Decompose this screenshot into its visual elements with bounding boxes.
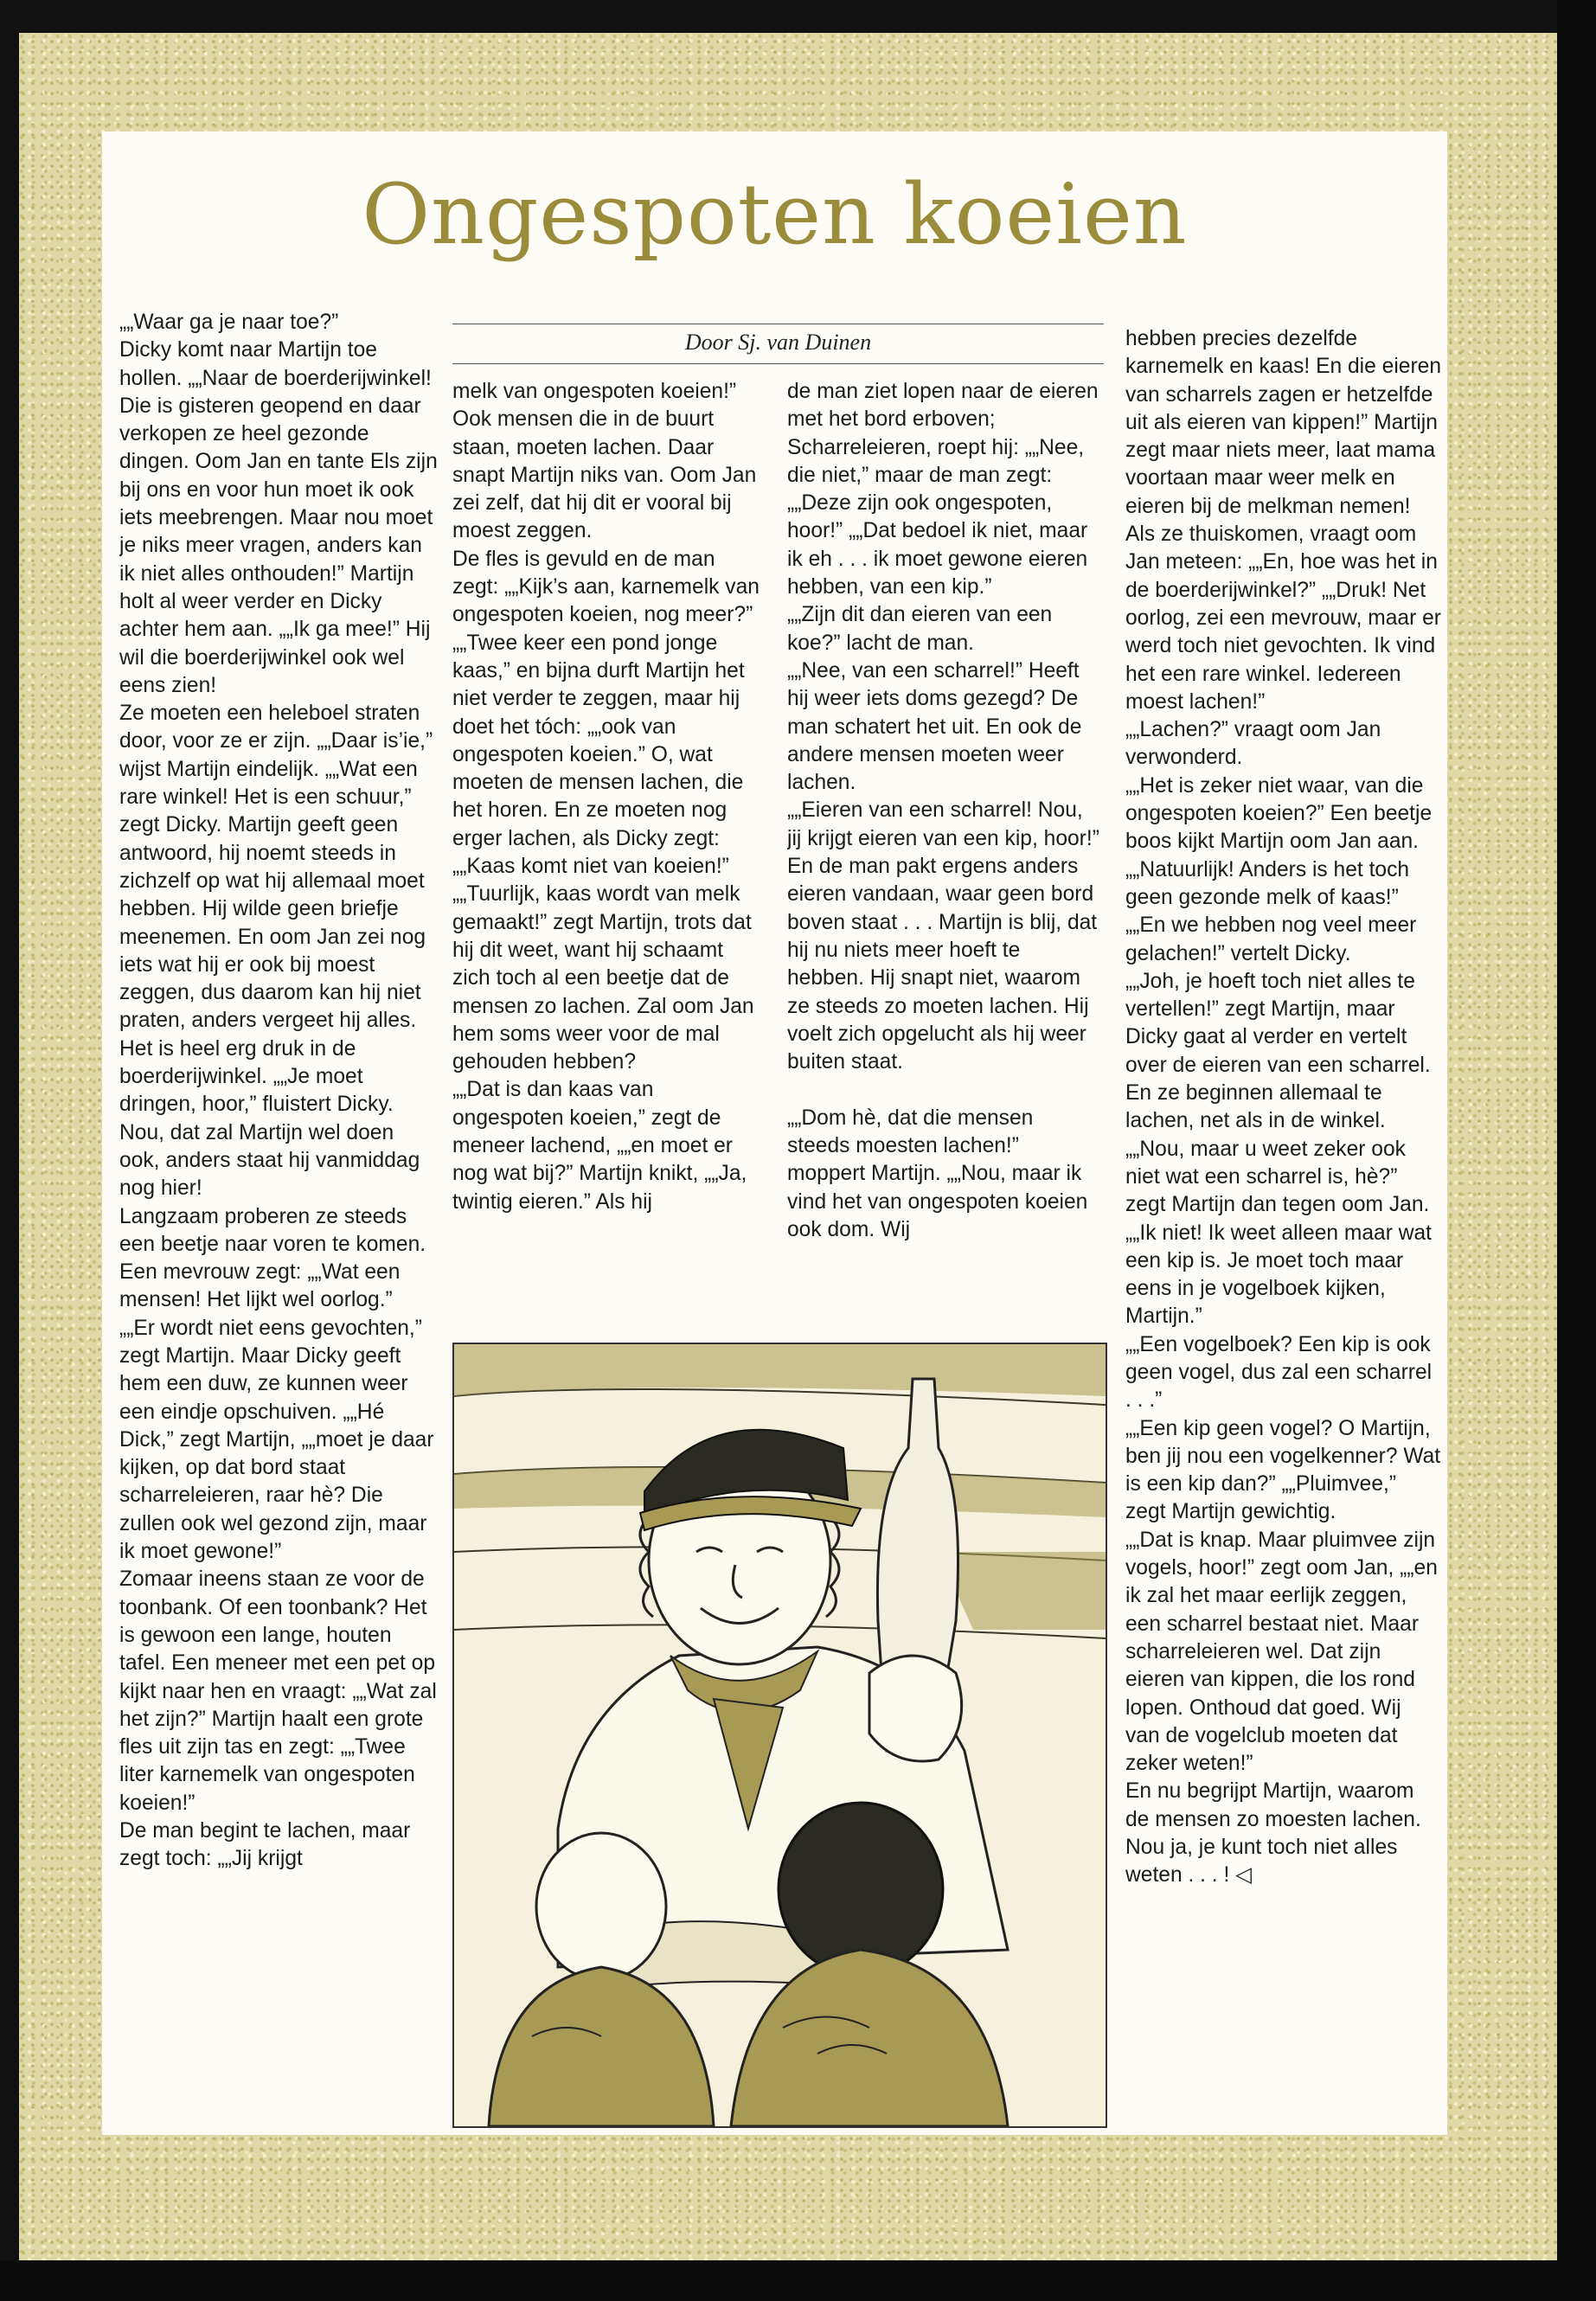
- scan-edge-right: [1557, 0, 1596, 2301]
- byline-rule: [452, 324, 1104, 364]
- text-column-1: „„Waar ga je naar toe?” Dicky komt naar Martijn toe hollen. „„Naar de boerderijwinkel! Die is gisteren geopend en daar verkopen ze heel gezonde dingen. Oom Jan en tante Els zijn bij ons en voor hun moet ik ook iets meebrengen. Maar nou moet je niks meer vragen, anders kan ik niet alles onthouden!” Martijn holt al weer verder en Dicky achter hem aan. „„Ik ga mee!” Hij wil die boerderijwinkel ook wel eens zien! Ze moeten een heleboel straten door, voor ze er zijn. „„Daar is’ie,” wijst Martijn eindelijk. „„Wat een rare winkel! Het is een schuur,” zegt Dicky. Martijn geeft geen antwoord, hij noemt steeds in zichzelf op wat hij allemaal moet hebben. Hij wilde geen briefje meenemen. En oom Jan zei nog iets wat hij er ook bij moest zeggen, dus daarom kan hij niet praten, anders vergeet hij alles. Het is heel erg druk in de boerderijwinkel. „„Je moet dringen, hoor,” fluistert Dicky. Nou, dat zal Martijn wel doen ook, anders staat hij vanmiddag nog hier! Langzaam proberen ze steeds een beetje naar voren te komen. Een mevrouw zegt: „„Wat een mensen! Het lijkt wel oorlog.” „„Er wordt niet eens gevochten,” zegt Martijn. Maar Dicky geeft hem een duw, ze kunnen weer een eindje opschuiven. „„Hé Dick,” zegt Martijn, „„moet je daar kijken, op dat bord staat scharreleieren, raar hè? Die zullen ook wel gezond zijn, maar ik moet gewone!” Zomaar ineens staan ze voor de toonbank. Of een toonbank? Het is gewoon een lange, houten tafel. Een meneer met een pet op kijkt naar hen en vraagt: „„Wat zal het zijn?” Martijn haalt een grote fles uit zijn tas en zegt: „„Twee liter karnemelk van ongespoten koeien!” De man begint te lachen, maar zegt toch: „„Jij krijgt: [119, 311, 438, 1871]
- text-column-4: hebben precies dezelfde karnemelk en kaas! En die eieren van scharrels zagen er hetzelfde uit als eieren van kippen!” Martijn zegt maar niets meer, laat mama voortaan maar weer melk en eieren bij de melkman nemen! Als ze thuiskomen, vraagt oom Jan meteen: „„En, hoe was het in de boerderijwinkel?” „„Druk! Net oorlog, zei een mevrouw, maar er werd toch niet gevochten. Ik vind het een rare winkel. Iedereen moest lachen!” „„Lachen?” vraagt oom Jan verwonderd. „„Het is zeker niet waar, van die ongespoten koeien?” Een beetje boos kijkt Martijn oom Jan aan. „„Natuurlijk! Anders is het toch geen gezonde melk of kaas!” „„En we hebben nog veel meer gelachen!” vertelt Dicky. „„Joh, je hoeft toch niet alles te vertellen!” zegt Martijn, maar Dicky gaat al verder en vertelt over de eieren van een scharrel. En ze beginnen allemaal te lachen, net als in de winkel. „„Nou, maar u weet zeker ook niet wat een scharrel is, hè?” zegt Martijn dan tegen oom Jan. „„Ik niet! Ik weet alleen maar wat een kip is. Je moet toch maar eens in je vogelboek kijken, Martijn.” „„Een vogelboek? Een kip is ook geen vogel, dus zal een scharrel . . .” „„Een kip geen vogel? O Martijn, ben jij nou een vogelkenner? Wat is een kip dan?” „„Pluimvee,” zegt Martijn gewichtig. „„Dat is knap. Maar pluimvee zijn vogels, hoor!” zegt oom Jan, „„en ik zal het maar eerlijk zeggen, een scharrel bestaat niet. Maar scharreleieren wel. Dat zijn eieren van kippen, die los rond lopen. Onthoud dat goed. Wij van de vogelclub moeten dat zeker weten!” En nu begrijpt Martijn, waarom de mensen zo moesten lachen. Nou ja, je kunt toch niet alles weten . . . ! ◁: [1125, 327, 1441, 1888]
- illustration-shopkeeper-with-boys: [452, 1343, 1107, 2128]
- byline: Door Sj. van Duinen: [684, 330, 872, 355]
- article-panel: [102, 131, 1447, 2135]
- illustration-drawing: [454, 1344, 1106, 2126]
- text-column-3: de man ziet lopen naar de eieren met het bord erboven; Scharreleieren, roept hij: „„Nee, die niet,” maar de man zegt: „„Deze zijn ook ongespoten, hoor!” „„Dat bedoel ik niet, maar ik eh . . . ik moet gewone eieren hebben, van een kip.” „„Zijn dit dan eieren van een koe?” lacht de man. „„Nee, van een scharrel!” Heeft hij weer iets doms gezegd? De man schatert het uit. En ook de andere mensen moeten weer lachen. „„Eieren van een scharrel! Nou, jij krijgt eieren van een kip, hoor!” En de man pakt ergens anders eieren vandaan, waar geen bord boven staat . . . Martijn is blij, dat hij nu niets meer hoeft te hebben. Hij snapt niet, waarom ze steeds zo moeten lachen. Hij voelt zich opgelucht als hij weer buiten staat. „„Dom hè, dat die mensen steeds moesten lachen!” moppert Martijn. „„Nou, maar ik vind het van ongespoten koeien ook dom. Wij: [787, 380, 1099, 1241]
- text-column-2: melk van ongespoten koeien!” Ook mensen die in de buurt staan, moeten lachen. Daar snapt Martijn niks van. Oom Jan zei zelf, dat hij dit er vooral bij moest zeggen. De fles is gevuld en de man zegt: „„Kijk’s aan, karnemelk van ongespoten koeien, nog meer?” „„Twee keer een pond jonge kaas,” en bijna durft Martijn het niet verder te zeggen, maar hij doet het tóch: „„ook van ongespoten koeien.” O, wat moeten de mensen lachen, die het horen. En ze moeten nog erger lachen, als Dicky zegt: „„Kaas komt niet van koeien!” „„Tuurlijk, kaas wordt van melk gemaakt!” zegt Martijn, trots dat hij dit weet, want hij schaamt zich toch al een beetje dat de mensen zo lachen. Zal oom Jan hem soms weer voor de mal gehouden hebben? „„Dat is dan kaas van ongespoten koeien,” zegt de meneer lachend, „„en moet er nog wat bij?” Martijn knikt, „„Ja, twintig eieren.” Als hij: [452, 380, 760, 1214]
- scan-edge-bottom: [0, 2260, 1596, 2301]
- article-title: Ongespoten koeien: [362, 166, 1188, 263]
